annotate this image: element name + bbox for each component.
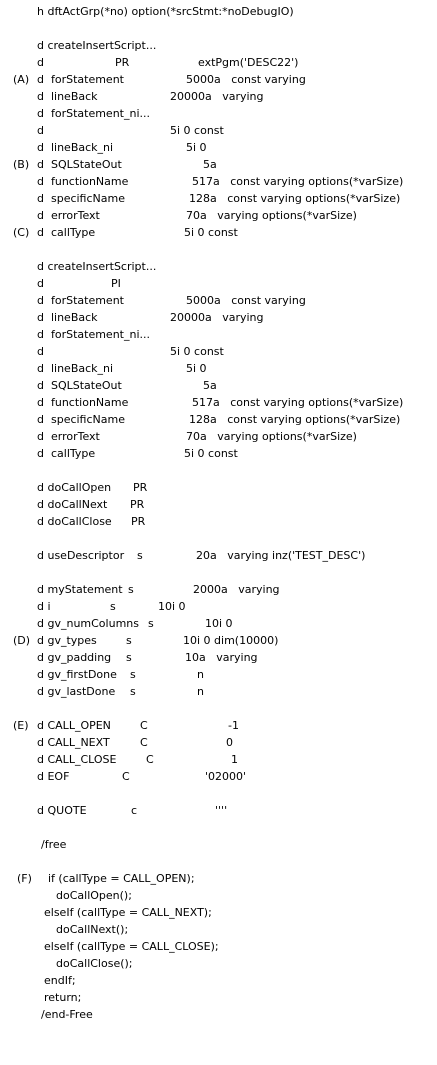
code-line (0, 956, 437, 972)
code-token: s (126, 651, 132, 664)
code-token: 5000a const varying (186, 73, 306, 86)
code-token: d doCallClose (37, 515, 112, 528)
code-token: d gv_types (37, 634, 97, 647)
code-token: d forStatement_ni... (37, 328, 151, 341)
code-line (0, 616, 437, 632)
code-token: d CALL_OPEN (37, 719, 111, 732)
code-token: s (110, 600, 116, 613)
code-token: endIf; (44, 974, 76, 987)
code-token: d doCallOpen (37, 481, 112, 494)
code-token: 5i 0 (186, 362, 207, 375)
code-line (0, 293, 437, 309)
code-line (0, 548, 437, 564)
code-line (0, 837, 437, 853)
code-token: PR (133, 481, 148, 494)
code-token: d callType (37, 226, 96, 239)
code-token: d (37, 277, 44, 290)
code-line (0, 89, 437, 105)
code-token: d functionName (37, 396, 129, 409)
code-token: PR (131, 515, 146, 528)
code-token: d CALL_NEXT (37, 736, 110, 749)
code-line (0, 446, 437, 462)
code-token: d lineBack_ni (37, 141, 114, 154)
code-token: 128a const varying options(*varSize) (189, 192, 401, 205)
code-token: return; (44, 991, 82, 1004)
annotation-marker: (A) (13, 73, 30, 86)
code-token: 128a const varying options(*varSize) (189, 413, 401, 426)
code-line (0, 990, 437, 1006)
code-token: 20a varying inz('TEST_DESC') (196, 549, 366, 562)
code-token: '''' (215, 804, 228, 817)
code-line (0, 191, 437, 207)
code-line (0, 1007, 437, 1023)
code-token: d myStatement (37, 583, 123, 596)
code-token: d doCallNext (37, 498, 108, 511)
code-line (0, 735, 437, 751)
code-token: s (130, 668, 136, 681)
code-token: d SQLStateOut (37, 158, 122, 171)
code-line (0, 106, 437, 122)
code-token: doCallClose(); (56, 957, 133, 970)
code-line (0, 327, 437, 343)
code-token: C (140, 719, 148, 732)
code-token: C (122, 770, 130, 783)
code-token: '02000' (205, 770, 247, 783)
code-token: /free (41, 838, 67, 851)
code-token: d QUOTE (37, 804, 87, 817)
code-line (0, 378, 437, 394)
code-token: d gv_lastDone (37, 685, 116, 698)
code-line (0, 718, 437, 734)
code-token: -1 (228, 719, 239, 732)
code-token: 5i 0 const (170, 345, 224, 358)
code-line (0, 922, 437, 938)
code-token: 70a varying options(*varSize) (186, 209, 357, 222)
code-line (0, 480, 437, 496)
code-token: d lineBack (37, 90, 98, 103)
code-line (0, 752, 437, 768)
code-token: d forStatement (37, 73, 124, 86)
code-line (0, 412, 437, 428)
code-token: d callType (37, 447, 96, 460)
code-line (0, 344, 437, 360)
code-token: if (callType = CALL_OPEN); (48, 872, 195, 885)
code-token: d forStatement (37, 294, 124, 307)
code-token: d createInsertScript... (37, 260, 157, 273)
code-token: s (137, 549, 143, 562)
code-line (0, 4, 437, 20)
code-token: d useDescriptor (37, 549, 125, 562)
code-token: d (37, 56, 44, 69)
annotation-marker: (F) (17, 872, 32, 885)
code-token: s (128, 583, 134, 596)
code-line (0, 361, 437, 377)
code-token: d CALL_CLOSE (37, 753, 117, 766)
code-token: 5a (203, 379, 217, 392)
code-token: n (197, 685, 204, 698)
code-token: d errorText (37, 209, 100, 222)
code-line (0, 905, 437, 921)
code-token: PI (111, 277, 121, 290)
code-token: c (131, 804, 138, 817)
code-line (0, 582, 437, 598)
code-token: d gv_padding (37, 651, 112, 664)
annotation-marker: (C) (13, 226, 30, 239)
code-token: PR (130, 498, 145, 511)
code-token: PR (115, 56, 130, 69)
code-token: 1 (231, 753, 238, 766)
code-token: d i (37, 600, 51, 613)
code-token: d lineBack_ni (37, 362, 114, 375)
code-token: d (37, 345, 44, 358)
code-line (0, 871, 437, 887)
code-line (0, 514, 437, 530)
code-token: d EOF (37, 770, 70, 783)
code-line (0, 973, 437, 989)
code-token: 5i 0 const (184, 226, 238, 239)
code-token: d SQLStateOut (37, 379, 122, 392)
code-line (0, 259, 437, 275)
code-line (0, 684, 437, 700)
code-token: 5i 0 const (170, 124, 224, 137)
code-line (0, 225, 437, 241)
code-token: 517a const varying options(*varSize) (192, 396, 404, 409)
code-token: d errorText (37, 430, 100, 443)
code-token: elseIf (callType = CALL_NEXT); (44, 906, 212, 919)
code-line (0, 497, 437, 513)
code-line (0, 667, 437, 683)
code-line (0, 310, 437, 326)
code-token: /end-Free (41, 1008, 93, 1021)
code-token: 20000a varying (170, 311, 264, 324)
code-token: d specificName (37, 192, 125, 205)
code-token: 5i 0 const (184, 447, 238, 460)
code-token: d gv_firstDone (37, 668, 117, 681)
code-line (0, 769, 437, 785)
annotation-marker: (B) (13, 158, 30, 171)
annotation-marker: (E) (13, 719, 29, 732)
code-token: C (146, 753, 154, 766)
code-token: d forStatement_ni... (37, 107, 151, 120)
code-token: 5000a const varying (186, 294, 306, 307)
code-token: d functionName (37, 175, 129, 188)
code-line (0, 276, 437, 292)
code-token: 70a varying options(*varSize) (186, 430, 357, 443)
code-token: d lineBack (37, 311, 98, 324)
code-line (0, 72, 437, 88)
code-token: d (37, 124, 44, 137)
code-token: 10i 0 dim(10000) (183, 634, 279, 647)
code-line (0, 429, 437, 445)
code-line (0, 123, 437, 139)
code-token: h dftActGrp(*no) option(*srcStmt:*noDebugIO) (37, 5, 294, 18)
code-line (0, 55, 437, 71)
code-token: d createInsertScript... (37, 39, 157, 52)
code-line (0, 888, 437, 904)
code-line (0, 157, 437, 173)
code-token: s (148, 617, 154, 630)
code-line (0, 803, 437, 819)
code-line (0, 939, 437, 955)
code-line (0, 174, 437, 190)
code-token: s (130, 685, 136, 698)
code-token: d gv_numColumns (37, 617, 139, 630)
code-token: 20000a varying (170, 90, 264, 103)
code-token: 10i 0 (158, 600, 186, 613)
code-line (0, 599, 437, 615)
code-token: doCallNext(); (56, 923, 129, 936)
annotation-marker: (D) (13, 634, 31, 647)
code-token: s (126, 634, 132, 647)
code-token: doCallOpen(); (56, 889, 132, 902)
code-token: 517a const varying options(*varSize) (192, 175, 404, 188)
code-line (0, 140, 437, 156)
code-line (0, 38, 437, 54)
code-line (0, 395, 437, 411)
code-line (0, 633, 437, 649)
code-line (0, 650, 437, 666)
code-token: 10a varying (185, 651, 258, 664)
code-token: elseIf (callType = CALL_CLOSE); (44, 940, 219, 953)
code-token: 0 (226, 736, 233, 749)
code-token: 2000a varying (193, 583, 280, 596)
code-token: C (140, 736, 148, 749)
code-token: 5a (203, 158, 217, 171)
code-token: extPgm('DESC22') (198, 56, 299, 69)
code-token: 10i 0 (205, 617, 233, 630)
code-token: 5i 0 (186, 141, 207, 154)
code-line (0, 208, 437, 224)
code-token: d specificName (37, 413, 125, 426)
code-token: n (197, 668, 204, 681)
